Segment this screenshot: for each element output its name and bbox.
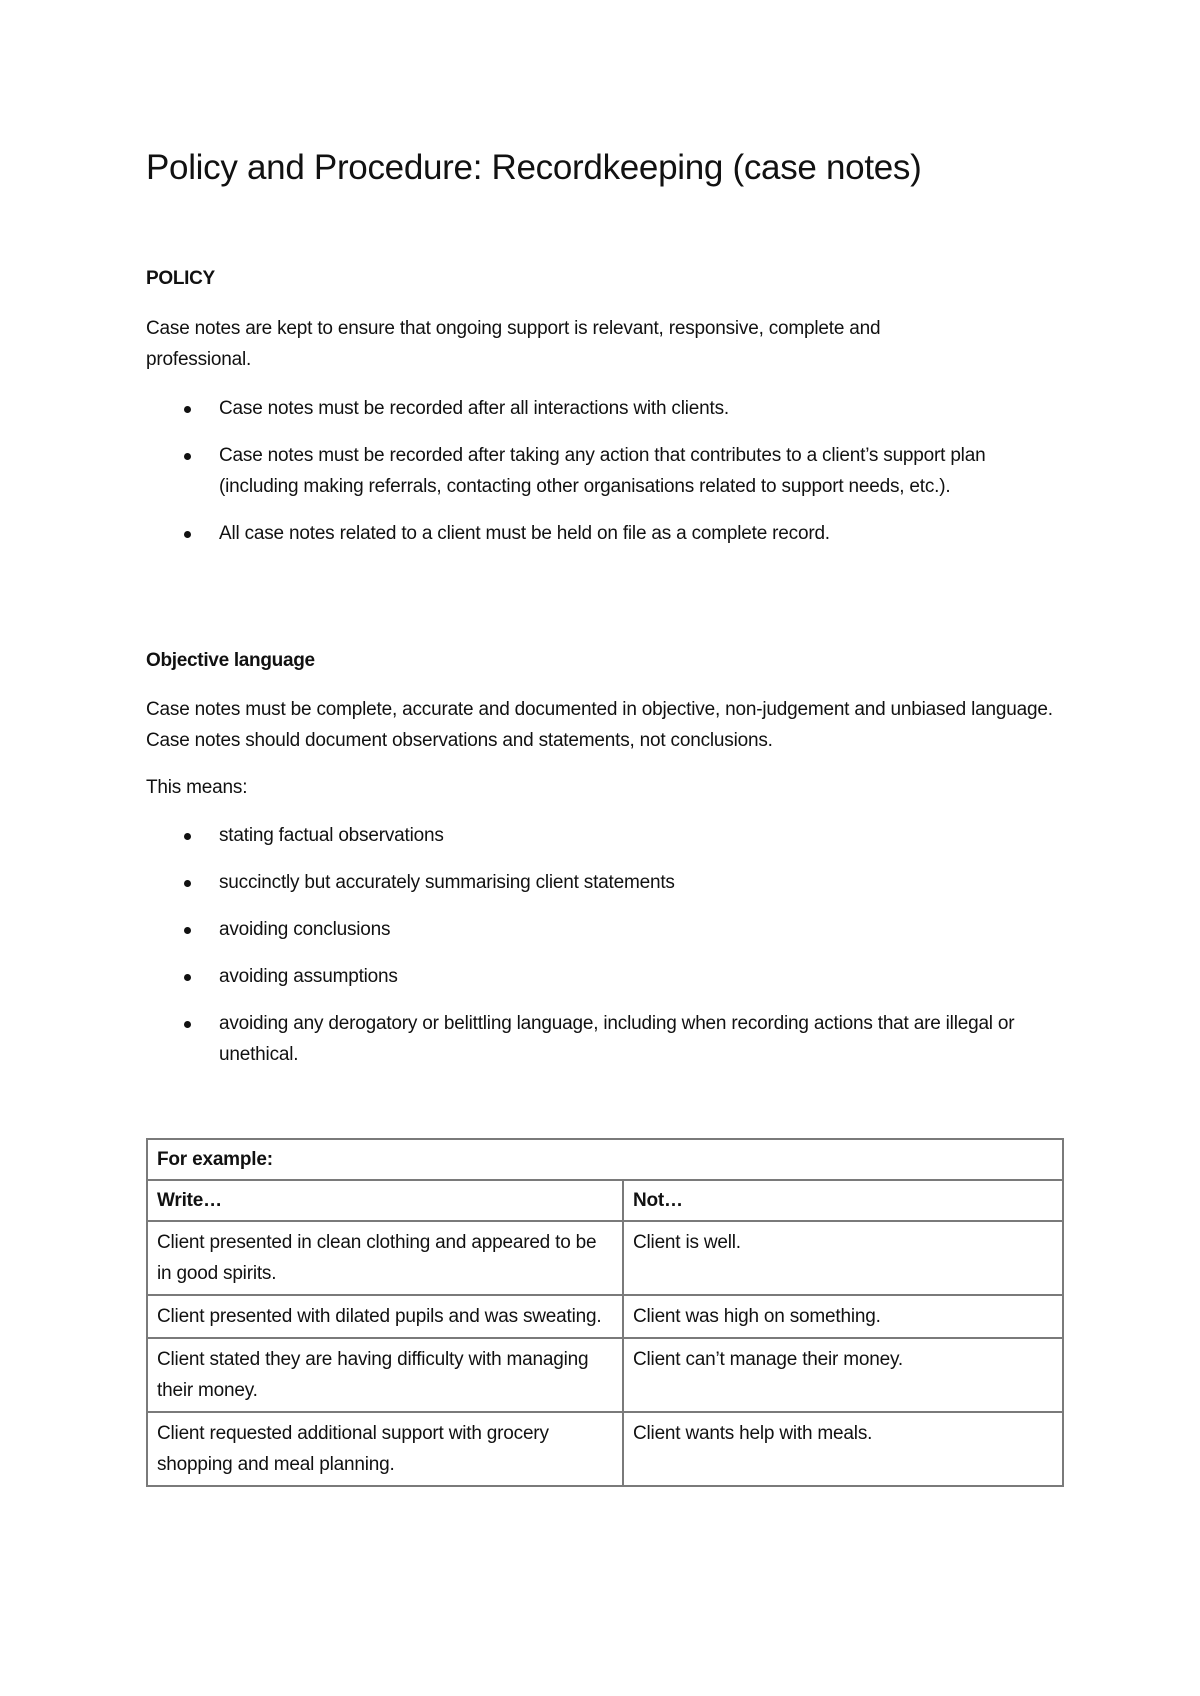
list-item [146, 867, 1066, 898]
bullet-icon [184, 880, 191, 887]
this-means-label: This means: [146, 777, 248, 798]
page-title: Policy and Procedure: Recordkeeping (case notes) [146, 148, 922, 187]
list-item-text: avoiding conclusions [219, 919, 391, 940]
list-item [146, 393, 1066, 424]
policy-intro: Case notes are kept to ensure that ongoing support is relevant, responsive, complete and professional. [146, 318, 881, 370]
bullet-icon [184, 974, 191, 981]
table-row [147, 1412, 1063, 1486]
bullet-icon [184, 1021, 191, 1028]
table-row [147, 1221, 1063, 1295]
not-cell: Client is well. [623, 1221, 1063, 1295]
write-cell: Client presented with dilated pupils and was sweating. [147, 1295, 623, 1338]
not-cell: Client can’t manage their money. [623, 1338, 1063, 1412]
bullet-icon [184, 406, 191, 413]
list-item-text: Case notes must be recorded after taking any action that contributes to a client’s support plan (including making referrals, contacting other organisations related to support needs, etc.). [219, 445, 986, 497]
column-header-write: Write… [147, 1180, 623, 1221]
objective-language-heading: Objective language [146, 650, 315, 671]
table-caption-row [147, 1139, 1063, 1180]
policy-bullet-list [146, 393, 1066, 565]
bullet-icon [184, 453, 191, 460]
policy-heading: POLICY [146, 268, 215, 289]
list-item [146, 914, 1066, 945]
not-cell: Client wants help with meals. [623, 1412, 1063, 1486]
write-cell: Client presented in clean clothing and appeared to be in good spirits. [147, 1221, 623, 1295]
bullet-icon [184, 531, 191, 538]
table-row [147, 1338, 1063, 1412]
list-item [146, 518, 1066, 549]
list-item-text: All case notes related to a client must be held on file as a complete record. [219, 523, 830, 544]
list-item [146, 820, 1066, 851]
list-item-text: avoiding any derogatory or belittling language, including when recording actions that are illegal or unethical. [219, 1013, 1015, 1065]
list-item-text: avoiding assumptions [219, 966, 398, 987]
table-row [147, 1295, 1063, 1338]
bullet-icon [184, 927, 191, 934]
table-caption: For example: [147, 1139, 1063, 1180]
list-item-text: Case notes must be recorded after all interactions with clients. [219, 398, 729, 419]
write-cell: Client stated they are having difficulty with managing their money. [147, 1338, 623, 1412]
list-item [146, 1008, 1066, 1070]
column-header-not: Not… [623, 1180, 1063, 1221]
list-item [146, 961, 1066, 992]
objective-bullet-list [146, 820, 1066, 1086]
list-item-text: stating factual observations [219, 825, 444, 846]
example-table [146, 1138, 1064, 1487]
list-item [146, 440, 1066, 502]
bullet-icon [184, 833, 191, 840]
write-cell: Client requested additional support with grocery shopping and meal planning. [147, 1412, 623, 1486]
not-cell: Client was high on something. [623, 1295, 1063, 1338]
objective-intro: Case notes must be complete, accurate and documented in objective, non-judgement and unbiased language. Case notes should document observations and statements, not conclusions. [146, 699, 1053, 751]
list-item-text: succinctly but accurately summarising client statements [219, 872, 675, 893]
table-header-row [147, 1180, 1063, 1221]
